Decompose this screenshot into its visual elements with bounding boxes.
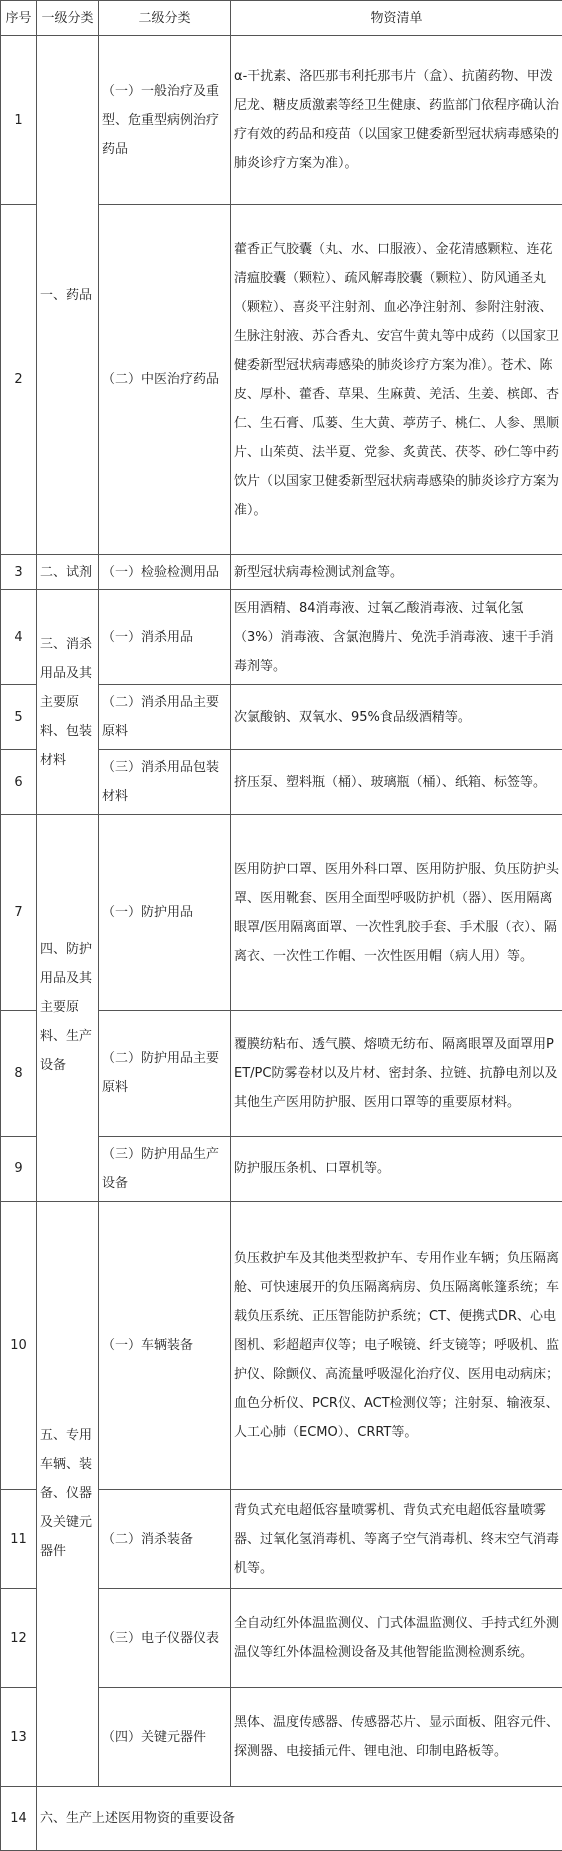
category-2-cell: （二）消杀装备 — [99, 1490, 231, 1589]
category-2-cell: （四）关键元器件 — [99, 1688, 231, 1787]
items-cell: 挤压泵、塑料瓶（桶）、玻璃瓶（桶）、纸箱、标签等。 — [231, 750, 562, 815]
header-items: 物资清单 — [231, 1, 562, 36]
items-cell: α-干扰素、洛匹那韦利托那韦片（盒）、抗菌药物、甲泼尼龙、糖皮质激素等经卫生健康、药监部门依程序确认治疗有效的药品和疫苗（以国家卫健委新型冠状病毒感染的肺炎诊疗方案为准）。 — [231, 36, 562, 205]
category-1-cell: 一、药品 — [37, 36, 99, 555]
row-number: 12 — [1, 1589, 37, 1688]
row-number: 13 — [1, 1688, 37, 1787]
header-no: 序号 — [1, 1, 37, 36]
items-cell: 背负式充电超低容量喷雾机、背负式充电超低容量喷雾器、过氧化氢消毒机、等离子空气消毒机、终末空气消毒机等。 — [231, 1490, 562, 1589]
table-row — [1, 555, 562, 590]
row-number: 2 — [1, 205, 37, 555]
table-row — [1, 1201, 562, 1490]
category-2-cell: （一）一般治疗及重型、危重型病例治疗药品 — [99, 36, 231, 205]
category-2-cell: （三）电子仪器仪表 — [99, 1589, 231, 1688]
category-2-cell: （二）消杀用品主要原料 — [99, 685, 231, 750]
category-1-cell: 五、专用车辆、装备、仪器及关键元器件 — [37, 1201, 99, 1786]
row-number: 5 — [1, 685, 37, 750]
category-2-cell: （二）中医治疗药品 — [99, 205, 231, 555]
category-2-cell: （一）防护用品 — [99, 815, 231, 1011]
row-number: 3 — [1, 555, 37, 590]
items-cell: 医用防护口罩、医用外科口罩、医用防护服、负压防护头罩、医用靴套、医用全面型呼吸防护机（器）、医用隔离眼罩/医用隔离面罩、一次性乳胶手套、手术服（衣）、隔离衣、一次性工作帽、一次性医用帽（病人用）等。 — [231, 815, 562, 1011]
table-row — [1, 815, 562, 1011]
items-cell: 新型冠状病毒检测试剂盒等。 — [231, 555, 562, 590]
category-2-cell: （三）防护用品生产设备 — [99, 1136, 231, 1201]
category-1-cell: 六、生产上述医用物资的重要设备 — [37, 1787, 562, 1851]
header-category-2: 二级分类 — [99, 1, 231, 36]
row-number: 14 — [1, 1787, 37, 1851]
category-2-cell: （三）消杀用品包装材料 — [99, 750, 231, 815]
row-number: 1 — [1, 36, 37, 205]
header-row — [1, 1, 562, 36]
category-2-cell: （一）车辆装备 — [99, 1201, 231, 1490]
table-row — [1, 36, 562, 205]
items-cell: 黑体、温度传感器、传感器芯片、显示面板、阻容元件、探测器、电接插元件、锂电池、印制电路板等。 — [231, 1688, 562, 1787]
items-cell: 藿香正气胶囊（丸、水、口服液）、金花清感颗粒、连花清瘟胶囊（颗粒）、疏风解毒胶囊（颗粒）、防风通圣丸（颗粒）、喜炎平注射剂、血必净注射剂、参附注射液、生脉注射液、苏合香丸、安宫牛黄丸等中成药（以国家卫健委新型冠状病毒感染的肺炎诊疗方案为准）。苍术、陈皮、厚朴、藿香、草果、生麻黄、羌活、生姜、槟郎、杏仁、生石膏、瓜蒌、生大黄、葶苈子、桃仁、人参、黑顺片、山茱萸、法半夏、党参、炙黄芪、茯苓、砂仁等中药饮片（以国家卫健委新型冠状病毒感染的肺炎诊疗方案为准）。 — [231, 205, 562, 555]
category-1-cell: 二、试剂 — [37, 555, 99, 590]
category-2-cell: （一）检验检测用品 — [99, 555, 231, 590]
table-row — [1, 1787, 562, 1851]
table-row — [1, 590, 562, 685]
items-cell: 全自动红外体温监测仪、门式体温监测仪、手持式红外测温仪等红外体温检测设备及其他智能监测检测系统。 — [231, 1589, 562, 1688]
items-cell: 防护服压条机、口罩机等。 — [231, 1136, 562, 1201]
row-number: 4 — [1, 590, 37, 685]
row-number: 10 — [1, 1201, 37, 1490]
category-2-cell: （一）消杀用品 — [99, 590, 231, 685]
items-cell: 次氯酸钠、双氧水、95%食品级酒精等。 — [231, 685, 562, 750]
category-2-cell: （二）防护用品主要原料 — [99, 1010, 231, 1136]
items-cell: 负压救护车及其他类型救护车、专用作业车辆；负压隔离舱、可快速展开的负压隔离病房、负压隔离帐篷系统；车载负压系统、正压智能防护系统；CT、便携式DR、心电图机、彩超超声仪等；电子喉镜、纤支镜等；呼吸机、监护仪、除颤仪、高流量呼吸湿化治疗仪、医用电动病床；血色分析仪、PCR仪、ACT检测仪等；注射泵、输液泵、人工心肺（ECMO）、CRRT等。 — [231, 1201, 562, 1490]
row-number: 6 — [1, 750, 37, 815]
row-number: 7 — [1, 815, 37, 1011]
items-cell: 医用酒精、84消毒液、过氧乙酸消毒液、过氧化氢（3%）消毒液、含氯泡腾片、免洗手消毒液、速干手消毒剂等。 — [231, 590, 562, 685]
header-category-1: 一级分类 — [37, 1, 99, 36]
row-number: 9 — [1, 1136, 37, 1201]
row-number: 8 — [1, 1010, 37, 1136]
category-1-cell: 三、消杀用品及其主要原料、包装材料 — [37, 590, 99, 815]
category-1-cell: 四、防护用品及其主要原料、生产设备 — [37, 815, 99, 1201]
items-cell: 覆膜纺粘布、透气膜、熔喷无纺布、隔离眼罩及面罩用PET/PC防雾卷材以及片材、密封条、拉链、抗静电剂以及其他生产医用防护服、医用口罩等的重要原材料。 — [231, 1010, 562, 1136]
row-number: 11 — [1, 1490, 37, 1589]
